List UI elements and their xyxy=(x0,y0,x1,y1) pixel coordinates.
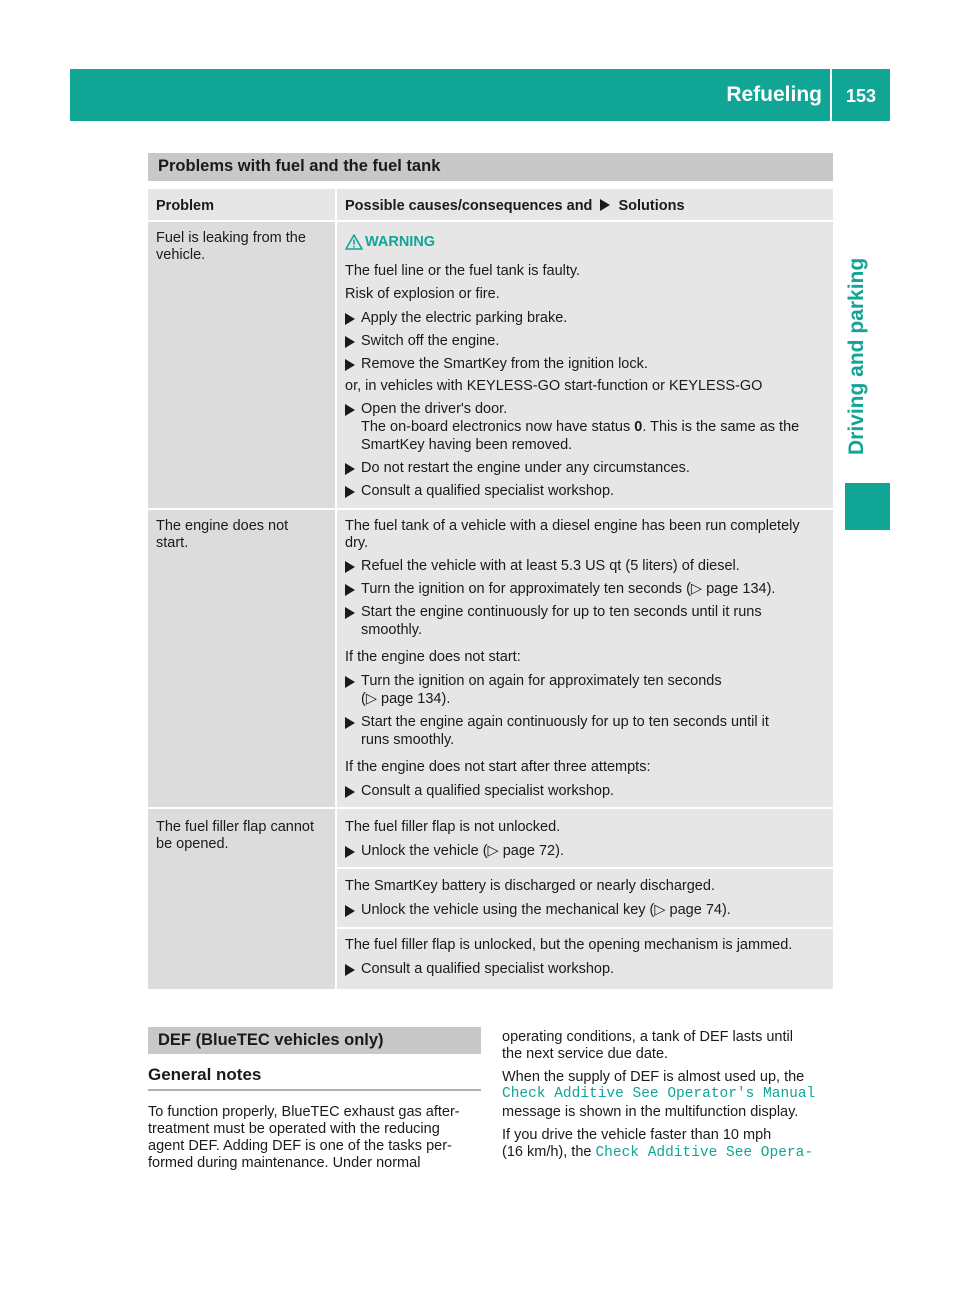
instruction-step: Unlock the vehicle using the mechanical key (▷ page 74). xyxy=(361,902,731,918)
table-row-solution xyxy=(337,929,833,989)
arrow-icon xyxy=(345,676,355,688)
solution-text: Risk of explosion or fire. xyxy=(345,286,500,302)
chapter-title: Refueling xyxy=(726,83,822,106)
instruction-step: Consult a qualified specialist workshop. xyxy=(361,783,615,799)
solution-text: The fuel filler flap is not unlocked. xyxy=(345,819,561,835)
body-text: operating conditions, a tank of DEF lasts until xyxy=(502,1029,793,1045)
problem-text: The engine does not xyxy=(156,518,289,534)
instruction-step: Remove the SmartKey from the ignition lock. xyxy=(361,356,648,372)
body-text: treatment must be operated with the reducing xyxy=(148,1121,440,1137)
body-text: message is shown in the multifunction display. xyxy=(502,1104,799,1120)
instruction-step: Switch off the engine. xyxy=(361,333,500,349)
arrow-icon xyxy=(345,336,355,348)
arrow-icon xyxy=(345,846,355,858)
warning-triangle-icon xyxy=(345,234,363,250)
arrow-icon xyxy=(345,786,355,798)
solution-text: dry. xyxy=(345,535,369,551)
problem-text: start. xyxy=(156,535,189,551)
problem-text: vehicle. xyxy=(156,247,206,263)
side-tab-marker xyxy=(845,483,890,530)
page-number: 153 xyxy=(845,86,876,106)
problem-text: be opened. xyxy=(156,836,229,852)
instruction-step: Turn the ignition on for approximately ten seconds (▷ page 134). xyxy=(361,581,776,597)
side-tab-label: Driving and parking xyxy=(845,257,868,455)
instruction-step: smoothly. xyxy=(361,622,422,638)
table-header-solutions xyxy=(337,189,833,220)
instruction-step: Do not restart the engine under any circumstances. xyxy=(361,460,690,476)
heading-divider xyxy=(148,1089,481,1091)
table-row-solution xyxy=(337,222,833,508)
table-row-problem xyxy=(148,510,335,807)
body-text: formed during maintenance. Under normal xyxy=(148,1155,421,1171)
arrow-icon xyxy=(345,905,355,917)
body-text: If you drive the vehicle faster than 10 mph xyxy=(502,1127,772,1143)
instruction-step: (▷ page 134). xyxy=(361,691,451,707)
instruction-detail: The on-board electronics now have status 0. This is the same as the xyxy=(361,419,800,435)
instruction-step: Apply the electric parking brake. xyxy=(361,310,568,326)
def-section-title: DEF (BlueTEC vehicles only) xyxy=(158,1031,384,1049)
solution-text: The SmartKey battery is discharged or nearly discharged. xyxy=(345,878,715,894)
instruction-step: Consult a qualified specialist workshop. xyxy=(361,961,615,977)
table-row-problem xyxy=(148,222,335,508)
instruction-step: Unlock the vehicle (▷ page 72). xyxy=(361,843,564,859)
table-header-problem xyxy=(148,189,335,220)
table-row-solution xyxy=(337,510,833,807)
arrow-icon xyxy=(345,404,355,416)
instruction-step: Refuel the vehicle with at least 5.3 US qt (5 liters) of diesel. xyxy=(361,558,740,574)
instruction-detail: SmartKey having been removed. xyxy=(361,437,573,453)
section-title-bar xyxy=(148,153,833,181)
header-divider xyxy=(830,69,832,121)
body-text: To function properly, BlueTEC exhaust gas after- xyxy=(148,1104,460,1120)
solution-text: If the engine does not start: xyxy=(345,649,521,665)
solution-text: The fuel tank of a vehicle with a diesel engine has been run completely xyxy=(345,518,800,534)
table-row-problem xyxy=(148,809,335,989)
instruction-step: Start the engine continuously for up to ten seconds until it runs xyxy=(361,604,762,620)
arrow-icon xyxy=(345,584,355,596)
instruction-step: Consult a qualified specialist workshop. xyxy=(361,483,615,499)
arrow-icon xyxy=(345,607,355,619)
general-notes-heading: General notes xyxy=(148,1065,262,1084)
header-bar xyxy=(70,69,890,121)
table-row-solution xyxy=(337,809,833,867)
col-solutions-label: Possible causes/consequences and Solutions xyxy=(345,198,685,214)
arrow-icon xyxy=(345,486,355,498)
arrow-icon xyxy=(345,561,355,573)
solution-text: The fuel line or the fuel tank is faulty. xyxy=(345,263,581,279)
instruction-step: Start the engine again continuously for up to ten seconds until it xyxy=(361,714,769,730)
instruction-step: Turn the ignition on again for approximately ten seconds xyxy=(361,673,722,689)
body-text: When the supply of DEF is almost used up, the xyxy=(502,1069,805,1085)
side-tab xyxy=(845,255,885,455)
section-title: Problems with fuel and the fuel tank xyxy=(158,157,441,175)
display-message-text: Check Additive See Operator's Manual xyxy=(502,1086,816,1102)
warning-label: WARNING xyxy=(365,234,436,250)
instruction-step: Open the driver's door. xyxy=(361,401,508,417)
body-text: (16 km/h), the Check Additive See Opera‐ xyxy=(502,1144,814,1161)
table-row-solution xyxy=(337,869,833,927)
def-section-title-bar xyxy=(148,1027,481,1054)
arrow-icon xyxy=(345,359,355,371)
instruction-step: runs smoothly. xyxy=(361,732,455,748)
arrow-icon xyxy=(345,717,355,729)
arrow-icon xyxy=(345,313,355,325)
solution-text: If the engine does not start after three attempts: xyxy=(345,759,651,775)
display-message-text: Check Additive See Opera‐ xyxy=(595,1145,814,1161)
col-problem-label: Problem xyxy=(156,198,215,214)
solution-text: The fuel filler flap is unlocked, but the opening mechanism is jammed. xyxy=(345,937,793,953)
arrow-icon xyxy=(345,964,355,976)
solution-text: or, in vehicles with KEYLESS-GO start-function or KEYLESS-GO xyxy=(345,378,763,394)
arrow-icon xyxy=(600,199,610,211)
body-text: agent DEF. Adding DEF is one of the tasks per- xyxy=(148,1138,452,1154)
problem-text: The fuel filler flap cannot xyxy=(156,819,314,835)
problem-text: Fuel is leaking from the xyxy=(156,230,306,246)
arrow-icon xyxy=(345,463,355,475)
body-text: the next service due date. xyxy=(502,1046,669,1062)
